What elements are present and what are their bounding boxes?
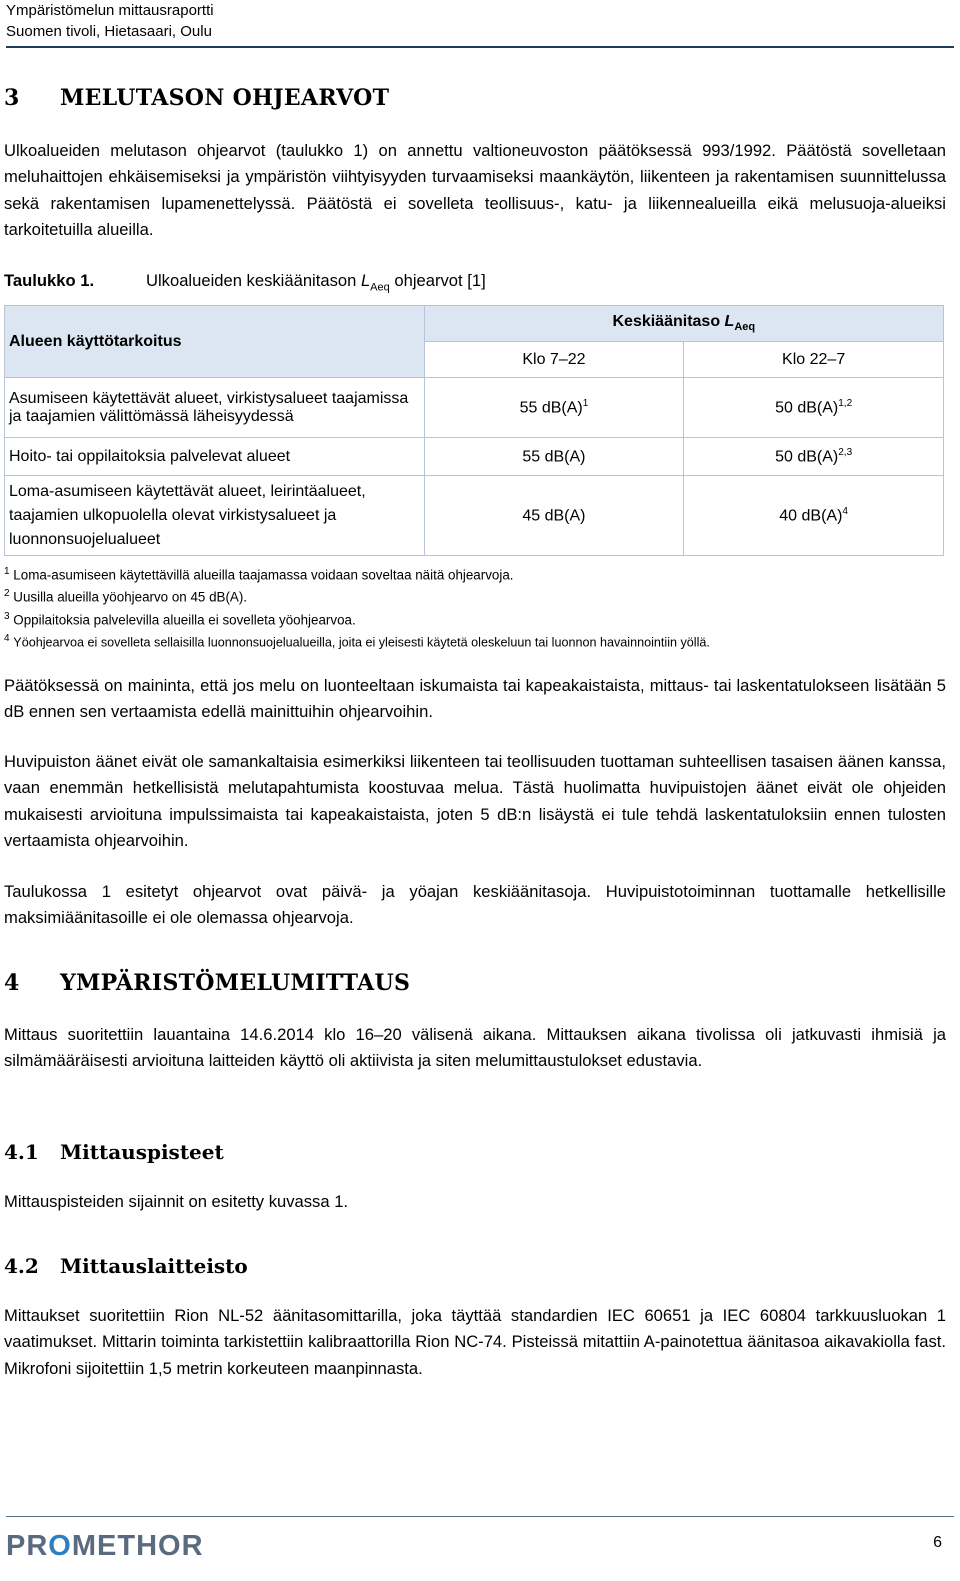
header-rule (6, 46, 954, 48)
day-cell: 45 dB(A) (424, 476, 684, 556)
section-title: YMPÄRISTÖMELUMITTAUS (60, 970, 411, 996)
section-4-1-heading (4, 1140, 224, 1164)
section-title: Mittauspisteet (60, 1140, 224, 1164)
table-row (5, 438, 944, 476)
footer-rule (6, 1516, 954, 1517)
day-cell: 55 $dB(A)^1$ (424, 378, 684, 438)
paragraph: Huvipuiston äänet eivät ole samankaltaisia esimerkiksi liikenteen tai teollisuuden tuottaman suhteellisen tasaisen äänen kanssa, vaan enemmän hetkellisistä melutapahtumista koostuvaa melua. Tästä huolimatta huvipuistojen äänet eivät ole ohjeiden mukaisesti arvioituna impulssimaista tai kapeakaistaista, joten 5 dB:n lisäystä ei tule tehdä laskentatuloksiin ennen tulosten vertaamista ohjearvoihin. (4, 752, 946, 851)
paragraph: Mittaukset suoritettiin Rion NL-52 äänitasomittarilla, joka täyttää standardien IEC 60651 ja IEC 60804 tarkkuusluokan 1 vaatimukset. Mittarin toiminta tarkistettiin kalibraattorilla Rion NC-74. Pisteissä mitattiin A-painotettua äänitasoa aikavakiolla fast. Mikrofoni sijoitettiin 1,5 metrin korkeuteen maanpinnasta. (4, 1306, 946, 1378)
table-caption: Taulukko 1. Ulkoalueiden keskiäänitason $L_{Aeq}$ ohjearvot [1] (4, 268, 486, 300)
report-title: Ympäristömelun mittausraportti (6, 2, 214, 19)
footnote: $^4$ Yöohjearvoa ei sovelleta sellaisilla luonnonsuojelualueilla, joita ei yleisesti käytetä oleskeluun tai luonnon havainnointiin yöllä. (4, 633, 710, 650)
table-footnotes (4, 562, 946, 653)
area-cell: Asumiseen käytettävät alueet, virkistysalueet taajamissa ja taajamien välittömässä läheisyydessä (5, 378, 425, 438)
paragraph: Päätöksessä on maininta, että jos melu on luonteeltaan iskumaista tai kapeakaistaista, mittaus- tai laskentatulokseen lisätään 5 dB ennen sen vertaamista edellä mainittuihin ohjearvoihin. (4, 676, 946, 722)
page-header (6, 0, 954, 42)
section-4-2-heading (4, 1254, 248, 1278)
paragraph: Mittauspisteiden sijainnit on esitetty kuvassa 1. (4, 1192, 349, 1211)
promethor-logo: PROMETHOR (6, 1530, 204, 1562)
night-cell: 40 $dB(A)^4$ (684, 476, 944, 556)
table-header-row (5, 306, 944, 342)
guideline-table (4, 305, 944, 556)
section-title: MELUTASON OHJEARVOT (60, 85, 390, 111)
area-cell: Hoito- tai oppilaitoksia palvelevat alueet (5, 438, 425, 476)
night-cell: 50 $dB(A)^{1,2}$ (684, 378, 944, 438)
col-header-day: Klo 7–22 (424, 342, 684, 378)
footnote: $^2$ Uusilla alueilla yöohjearvo on 45 dB(A). (4, 588, 248, 605)
table-row (5, 476, 944, 556)
caption-label: Taulukko 1. (4, 271, 95, 290)
footnote: $^3$ Oppilaitoksia palvelevilla alueilla ei sovelleta yöohjearvoa. (4, 610, 356, 628)
night-cell: 50 $dB(A)^{2,3}$ (684, 438, 944, 476)
area-cell: Loma-asumiseen käytettävät alueet, leirintäalueet, taajamien ulkopuolella olevat virkistysalueet ja luonnonsuojelualueet (5, 476, 425, 556)
col-header-area: Alueen käyttötarkoitus (5, 306, 425, 378)
footnote: $^1$ Loma-asumiseen käytettävillä alueilla taajamassa voidaan soveltaa näitä ohjearvoja. (4, 566, 514, 583)
section-title: Mittauslaitteisto (60, 1254, 248, 1278)
paragraph: Mittaus suoritettiin lauantaina 14.6.2014 klo 16–20 välisenä aikana. Mittauksen aikana tivolissa oli jatkuvasti ihmisiä ja silmämääräisesti arvioituna laitteiden käyttö oli aktiivista ja siten melumittaustulokset edustavia. (4, 1025, 946, 1071)
paragraph: Ulkoalueiden melutason ohjearvot (taulukko 1) on annettu valtioneuvoston päätöksessä 993/1992. Päätöstä sovelletaan meluhaittojen ehkäisemiseksi ja ympäristön viihtyisyyden turvaamiseksi maankäytön, liikenteen ja rakentamisen suunnittelussa sekä rakentamisen lupamenettelyssä. Päätöstä ei sovelleta teollisuus-, katu- ja liikennealueilla eikä melusuoja-alueiksi tarkoitetuilla alueilla. (4, 141, 946, 240)
section-number: 3 (4, 85, 20, 111)
table-row (5, 378, 944, 438)
col-header-level: Keskiäänitaso $L_{Aeq}$ (424, 306, 943, 342)
section-number: 4 (4, 970, 20, 996)
report-subtitle: Suomen tivoli, Hietasaari, Oulu (6, 23, 212, 40)
section-number: 4.1 (4, 1140, 39, 1164)
page-number: 6 (933, 1534, 942, 1551)
paragraph: Taulukossa 1 esitetyt ohjearvot ovat päivä- ja yöajan keskiäänitasoja. Huvipuistotoiminnan tuottamalle hetkellisille maksimiäänitasoille ei ole olemassa ohjearvoja. (4, 882, 946, 928)
section-4-heading (4, 970, 410, 996)
col-header-night: Klo 22–7 (684, 342, 944, 378)
day-cell: 55 dB(A) (424, 438, 684, 476)
section-number: 4.2 (4, 1254, 39, 1278)
section-3-heading (4, 85, 389, 111)
